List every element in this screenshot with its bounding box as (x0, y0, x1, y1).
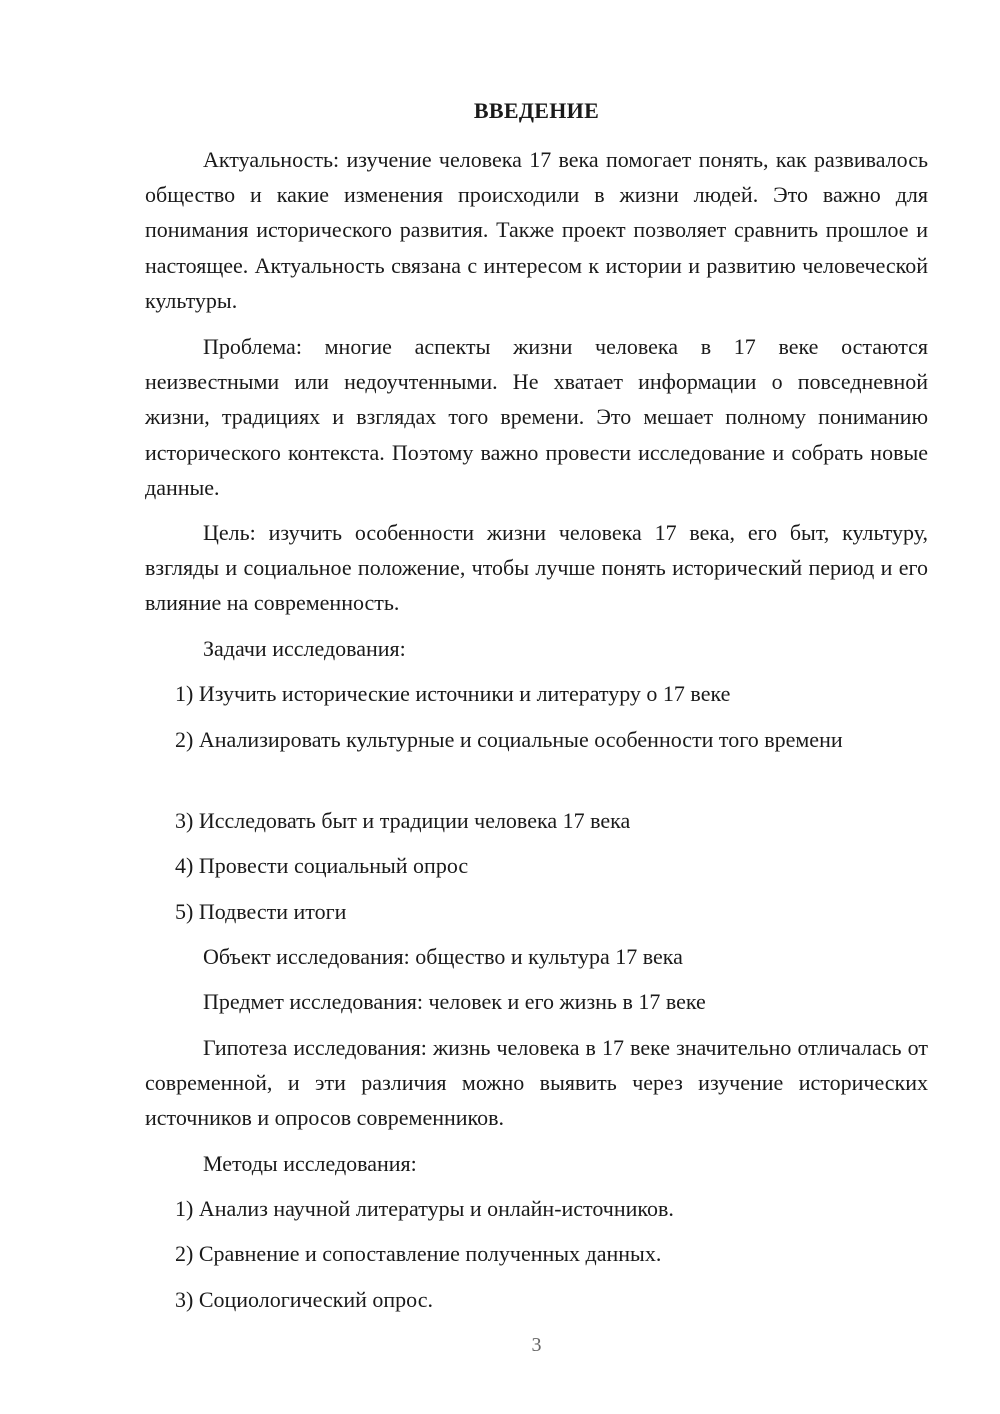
method-item: 2) Сравнение и сопоставление полученных данных. (175, 1241, 662, 1266)
problem-paragraph: Проблема: многие аспекты жизни человека в 17 веке остаются неизвестными или недоучтенными. Не хватает информации о повседневной жизни, традициях и взглядах того времени. Это мешает полному пониманию исторического контекста. Поэтому важно провести исследование и собрать новые данные. (145, 334, 928, 500)
relevance-paragraph: Актуальность: изучение человека 17 века помогает понять, как развивалось общество и какие изменения происходили в жизни людей. Это важно для понимания исторического развития. Также проект позволяет сравнить прошлое и настоящее. Актуальность связана с интересом к истории и развитию человеческой культуры. (145, 147, 928, 313)
page-number: 3 (531, 1334, 542, 1356)
method-item: 1) Анализ научной литературы и онлайн-источников. (175, 1196, 674, 1221)
research-object: Объект исследования: общество и культура 17 века (203, 944, 683, 969)
methods-heading: Методы исследования: (203, 1151, 417, 1176)
hypothesis-paragraph: Гипотеза исследования: жизнь человека в 17 веке значительно отличалась от современной, и эти различия можно выявить через изучение исторических источников и опросов современников. (145, 1035, 928, 1131)
task-item: 3) Исследовать быт и традиции человека 17 века (175, 808, 631, 833)
task-item: 2) Анализировать культурные и социальные особенности того времени (175, 727, 843, 752)
page-title: ВВЕДЕНИЕ (473, 98, 600, 123)
goal-paragraph: Цель: изучить особенности жизни человека 17 века, его быт, культуру, взгляды и социальное положение, чтобы лучше понять исторический период и его влияние на современность. (145, 520, 928, 616)
method-item: 3) Социологический опрос. (175, 1287, 433, 1312)
task-item: 5) Подвести итоги (175, 899, 347, 924)
tasks-heading: Задачи исследования: (203, 636, 406, 661)
task-item: 1) Изучить исторические источники и литературу о 17 веке (175, 681, 731, 706)
task-item: 4) Провести социальный опрос (175, 853, 469, 878)
document-page (145, 0, 928, 1414)
research-subject: Предмет исследования: человек и его жизнь в 17 веке (203, 989, 706, 1014)
